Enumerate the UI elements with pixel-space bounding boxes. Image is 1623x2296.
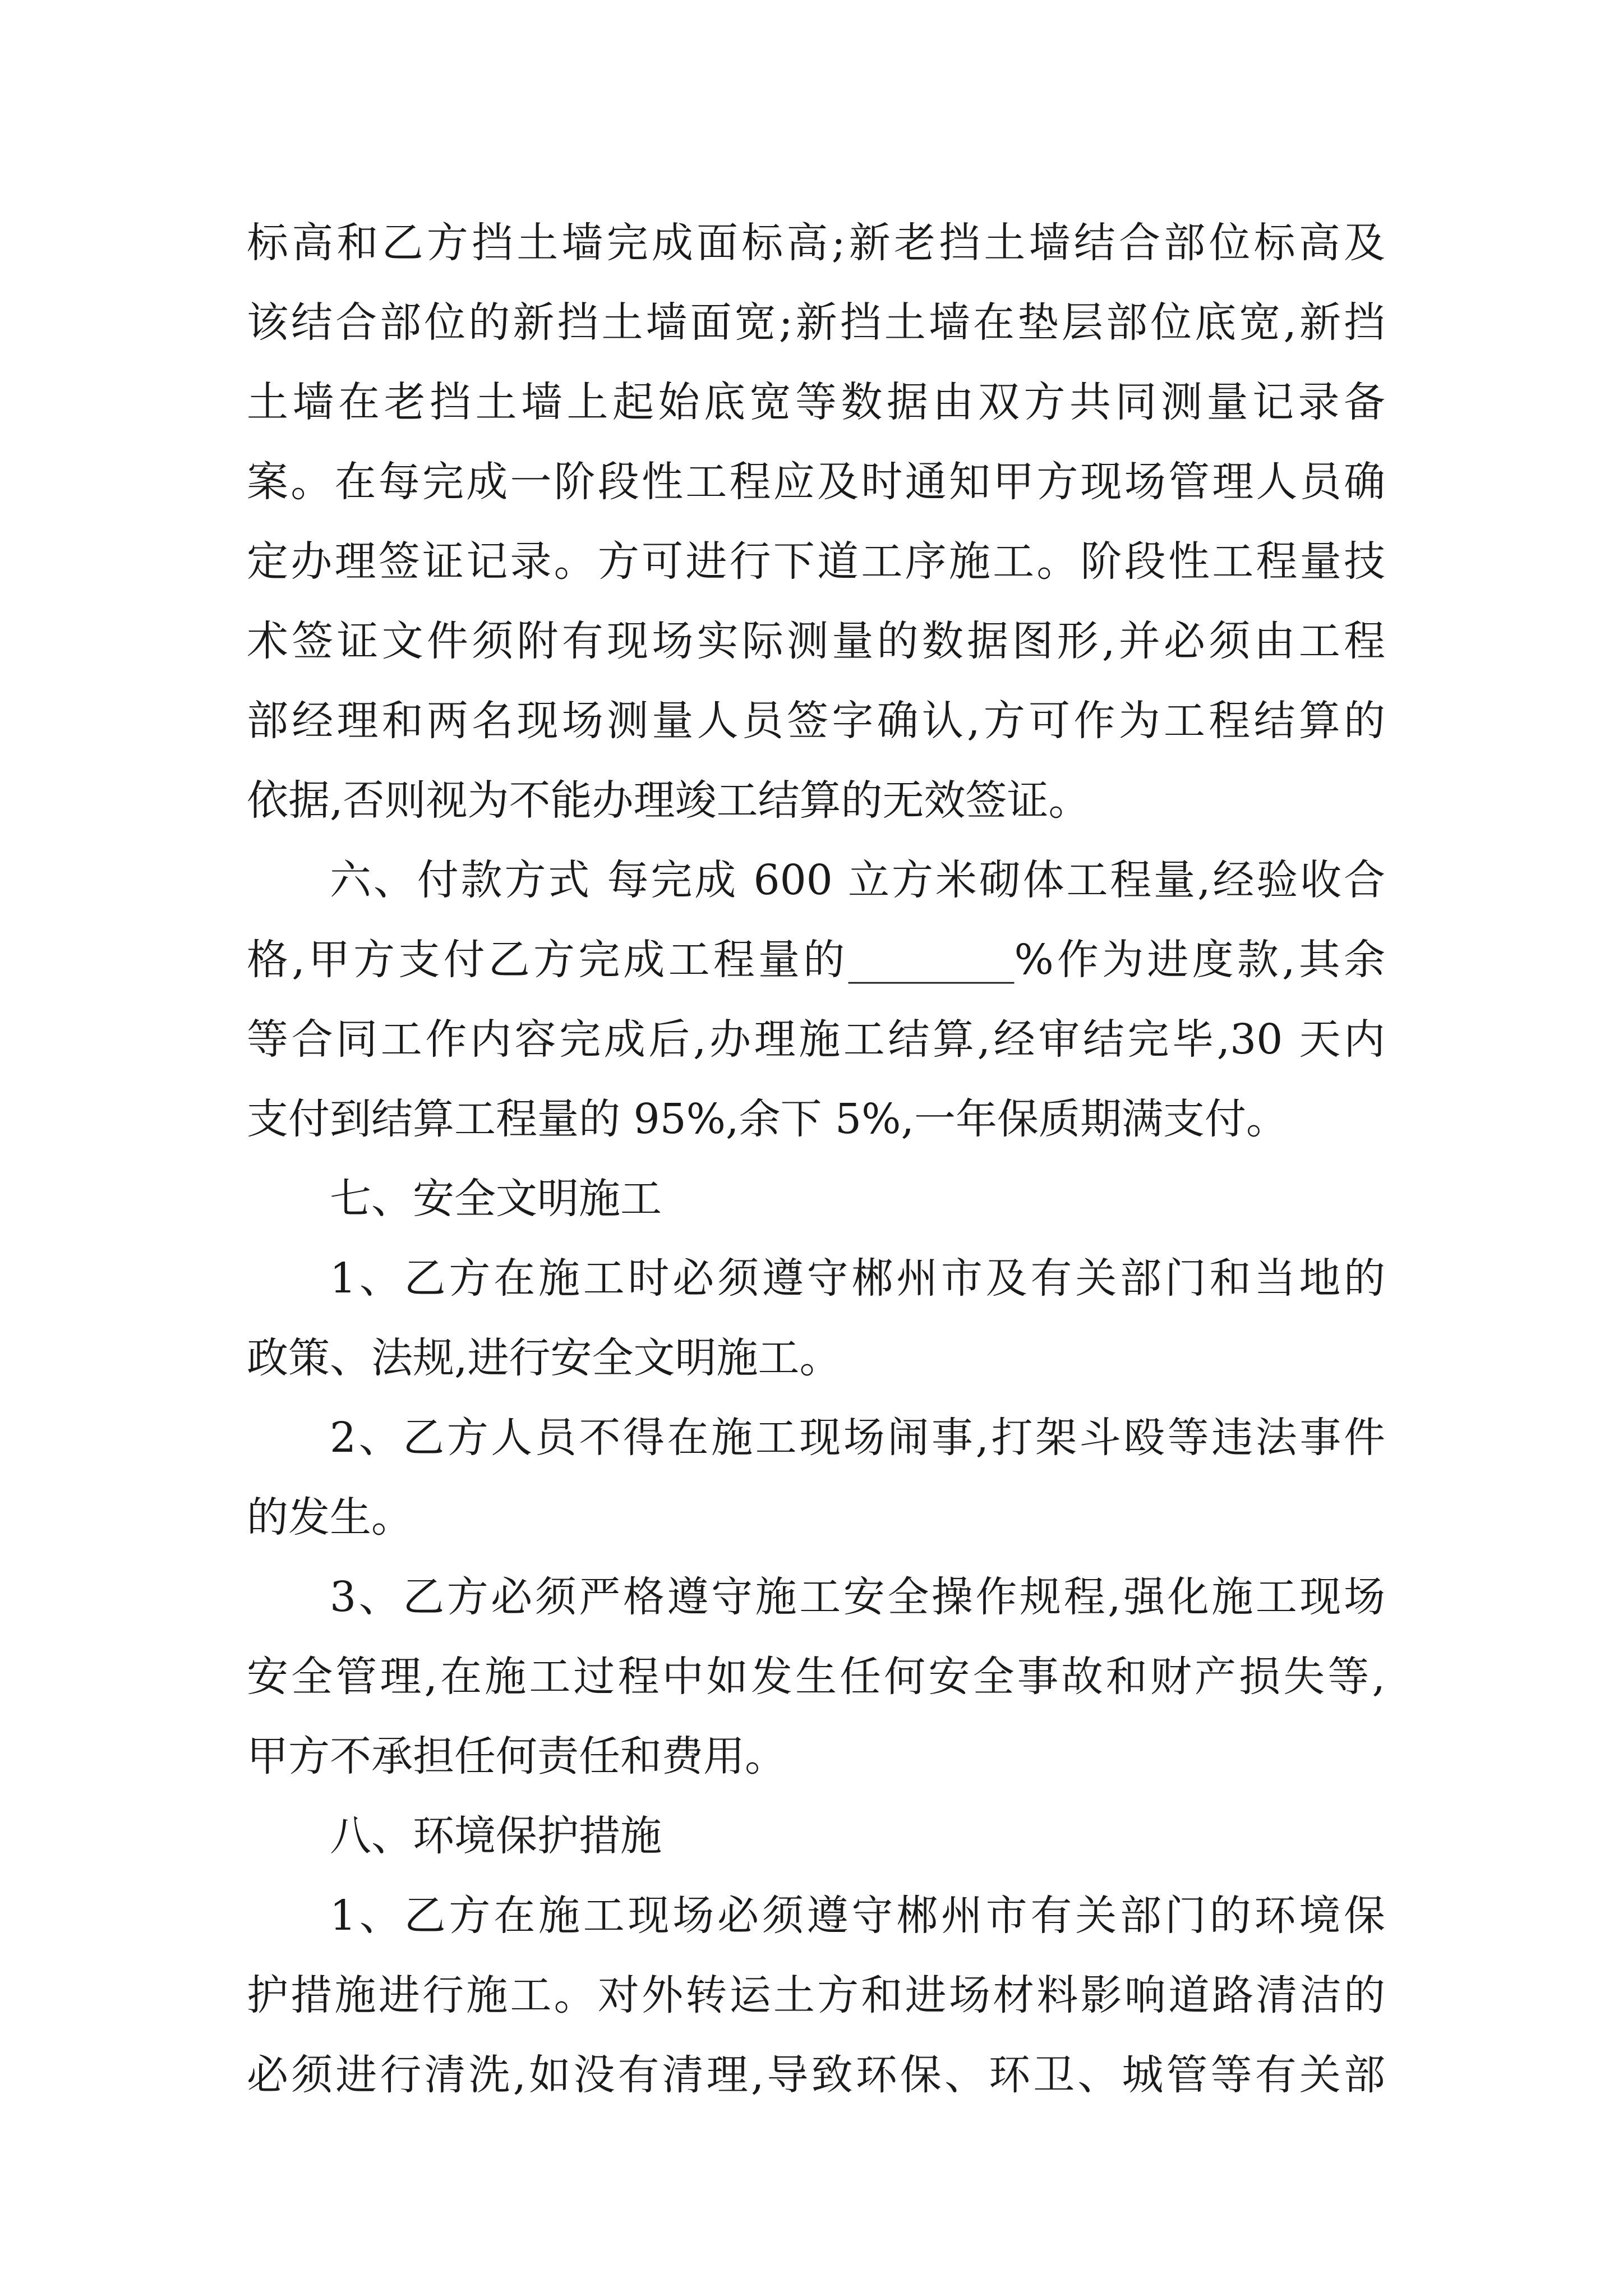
text-line: 必须进行清洗,如没有清理,导致环保、环卫、城管等有关部 [247,2051,1385,2099]
text-line: 八、环境保护措施 [330,1812,662,1860]
text-line: 政策、法规,进行安全文明施工。 [247,1334,841,1382]
text-line: 等合同工作内容完成后,办理施工结算,经审结完毕,30 天内 [247,1015,1385,1064]
text-line: 2、乙方人员不得在施工现场闹事,打架斗殴等违法事件 [330,1414,1385,1462]
text-line: 格,甲方支付乙方完成工程量的________%作为进度款,其余 [247,936,1385,984]
text-line: 的发生。 [247,1493,413,1542]
text-line: 甲方不承担任何责任和费用。 [247,1732,786,1780]
text-line: 七、安全文明施工 [330,1175,662,1223]
text-line: 支付到结算工程量的 95%,余下 5%,一年保质期满支付。 [247,1095,1288,1143]
text-line: 六、付款方式 每完成 600 立方米砌体工程量,经验收合 [330,856,1385,904]
text-line: 定办理签证记录。方可进行下道工序施工。阶段性工程量技 [247,537,1385,586]
text-line: 标高和乙方挡土墙完成面标高;新老挡土墙结合部位标高及 [247,219,1385,267]
text-line: 1、乙方在施工时必须遵守郴州市及有关部门和当地的 [330,1254,1385,1303]
text-line: 案。在每完成一阶段性工程应及时通知甲方现场管理人员确 [247,458,1385,506]
text-line: 部经理和两名现场测量人员签字确认,方可作为工程结算的 [247,697,1385,745]
text-line: 术签证文件须附有现场实际测量的数据图形,并必须由工程 [247,617,1385,665]
text-line: 护措施进行施工。对外转运土方和进场材料影响道路清洁的 [247,1971,1385,2019]
text-line: 安全管理,在施工过程中如发生任何安全事故和财产损失等, [247,1653,1385,1701]
text-line: 1、乙方在施工现场必须遵守郴州市有关部门的环境保 [330,1892,1385,1940]
text-line: 该结合部位的新挡土墙面宽;新挡土墙在垫层部位底宽,新挡 [247,298,1385,347]
text-line: 3、乙方必须严格遵守施工安全操作规程,强化施工现场 [330,1573,1385,1621]
text-line: 依据,否则视为不能办理竣工结算的无效签证。 [247,776,1090,825]
document-body [247,203,1385,2115]
text-line: 土墙在老挡土墙上起始底宽等数据由双方共同测量记录备 [247,378,1385,426]
